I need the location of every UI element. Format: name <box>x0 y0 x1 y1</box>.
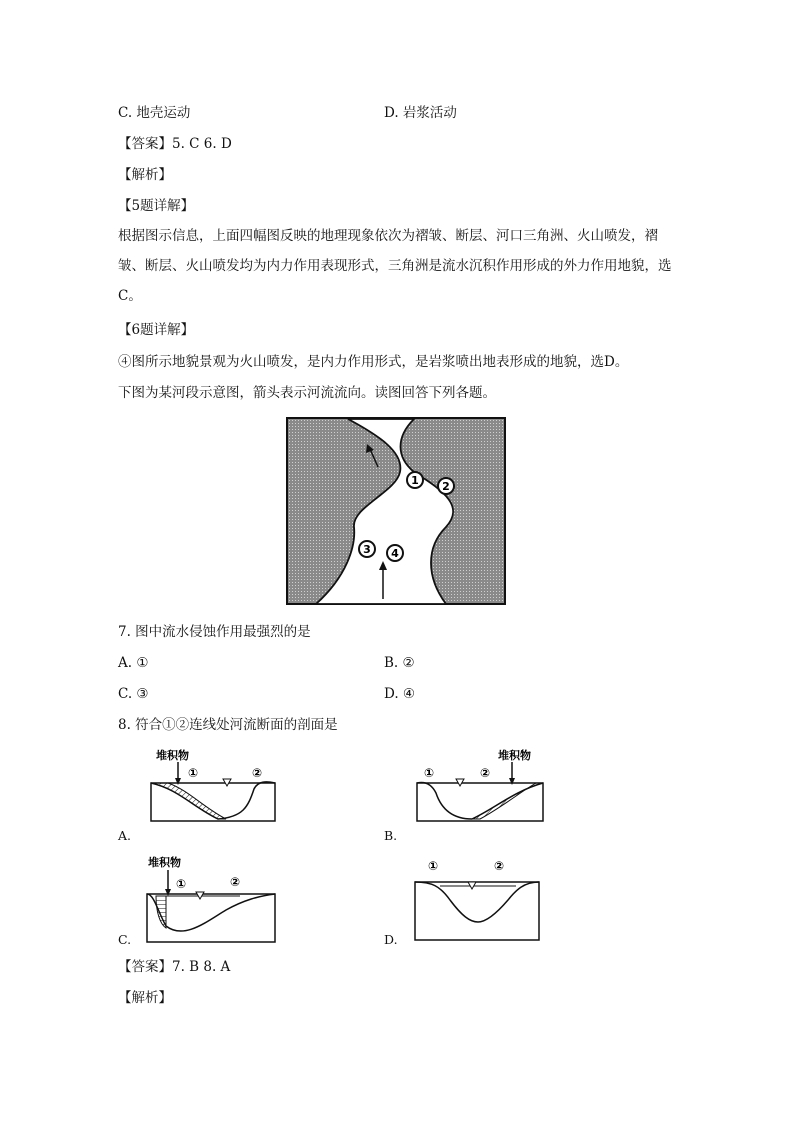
svg-text:4: 4 <box>391 547 399 560</box>
label-1 <box>407 472 423 488</box>
profile-a <box>148 745 278 823</box>
mark-2-b: ② <box>480 766 491 780</box>
q5-detail-text: 根据图示信息，上面四幅图反映的地理现象依次为褶皱、断层、河口三角洲、火山喷发，褶皱、断层、火山喷发均为内力作用表现形式，三角洲是流水沉积作用形成的外力作用地貌，选C。 <box>118 228 672 304</box>
mark-1-a: ① <box>188 766 199 780</box>
profile-c <box>144 852 278 944</box>
profile-d <box>412 852 542 944</box>
deposit-label-b: 堆积物 <box>498 749 531 762</box>
analysis-heading-1: 【解析】 <box>118 167 172 183</box>
option-6c: C. 地壳运动 <box>118 105 191 121</box>
answer-7-8: 【答案】7. B 8. A <box>118 959 231 975</box>
profile-c-label: C. <box>118 932 132 947</box>
deposit-label-a: 堆积物 <box>156 749 189 762</box>
analysis-heading-2: 【解析】 <box>118 990 172 1006</box>
q7-option-c: C. ③ <box>118 686 149 702</box>
q5-detail-heading: 【5题详解】 <box>118 198 195 214</box>
q6-detail-text: ④图所示地貌景观为火山喷发，是内力作用形式，是岩浆喷出地表形成的地貌，选D。 <box>118 354 629 370</box>
mark-1-b: ① <box>424 766 435 780</box>
label-4 <box>387 545 403 561</box>
profile-b <box>414 745 546 823</box>
profile-d-label: D. <box>384 932 398 947</box>
svg-text:2: 2 <box>442 480 450 493</box>
label-2 <box>438 478 454 494</box>
mark-1-c: ① <box>176 877 187 891</box>
question-intro: 下图为某河段示意图，箭头表示河流流向。读图回答下列各题。 <box>118 385 496 401</box>
profile-a-label: A. <box>118 828 132 843</box>
mark-2-c: ② <box>230 875 241 889</box>
mark-2-d: ② <box>494 859 505 873</box>
q7-option-b: B. ② <box>384 655 415 671</box>
mark-2-a: ② <box>252 766 263 780</box>
q7-stem: 7. 图中流水侵蚀作用最强烈的是 <box>118 624 311 640</box>
q6-detail-heading: 【6题详解】 <box>118 322 195 338</box>
svg-text:1: 1 <box>411 474 419 487</box>
q7-option-d: D. ④ <box>384 686 416 702</box>
option-6d: D. 岩浆活动 <box>384 105 457 121</box>
river-diagram <box>286 417 506 607</box>
label-3 <box>359 541 375 557</box>
svg-text:3: 3 <box>363 543 371 556</box>
profile-b-label: B. <box>384 828 398 843</box>
q7-option-a: A. ① <box>118 655 149 671</box>
mark-1-d: ① <box>428 859 439 873</box>
q8-stem: 8. 符合①②连线处河流断面的剖面是 <box>118 717 338 733</box>
answer-5-6: 【答案】5. C 6. D <box>118 136 232 152</box>
deposit-label-c: 堆积物 <box>148 856 181 869</box>
